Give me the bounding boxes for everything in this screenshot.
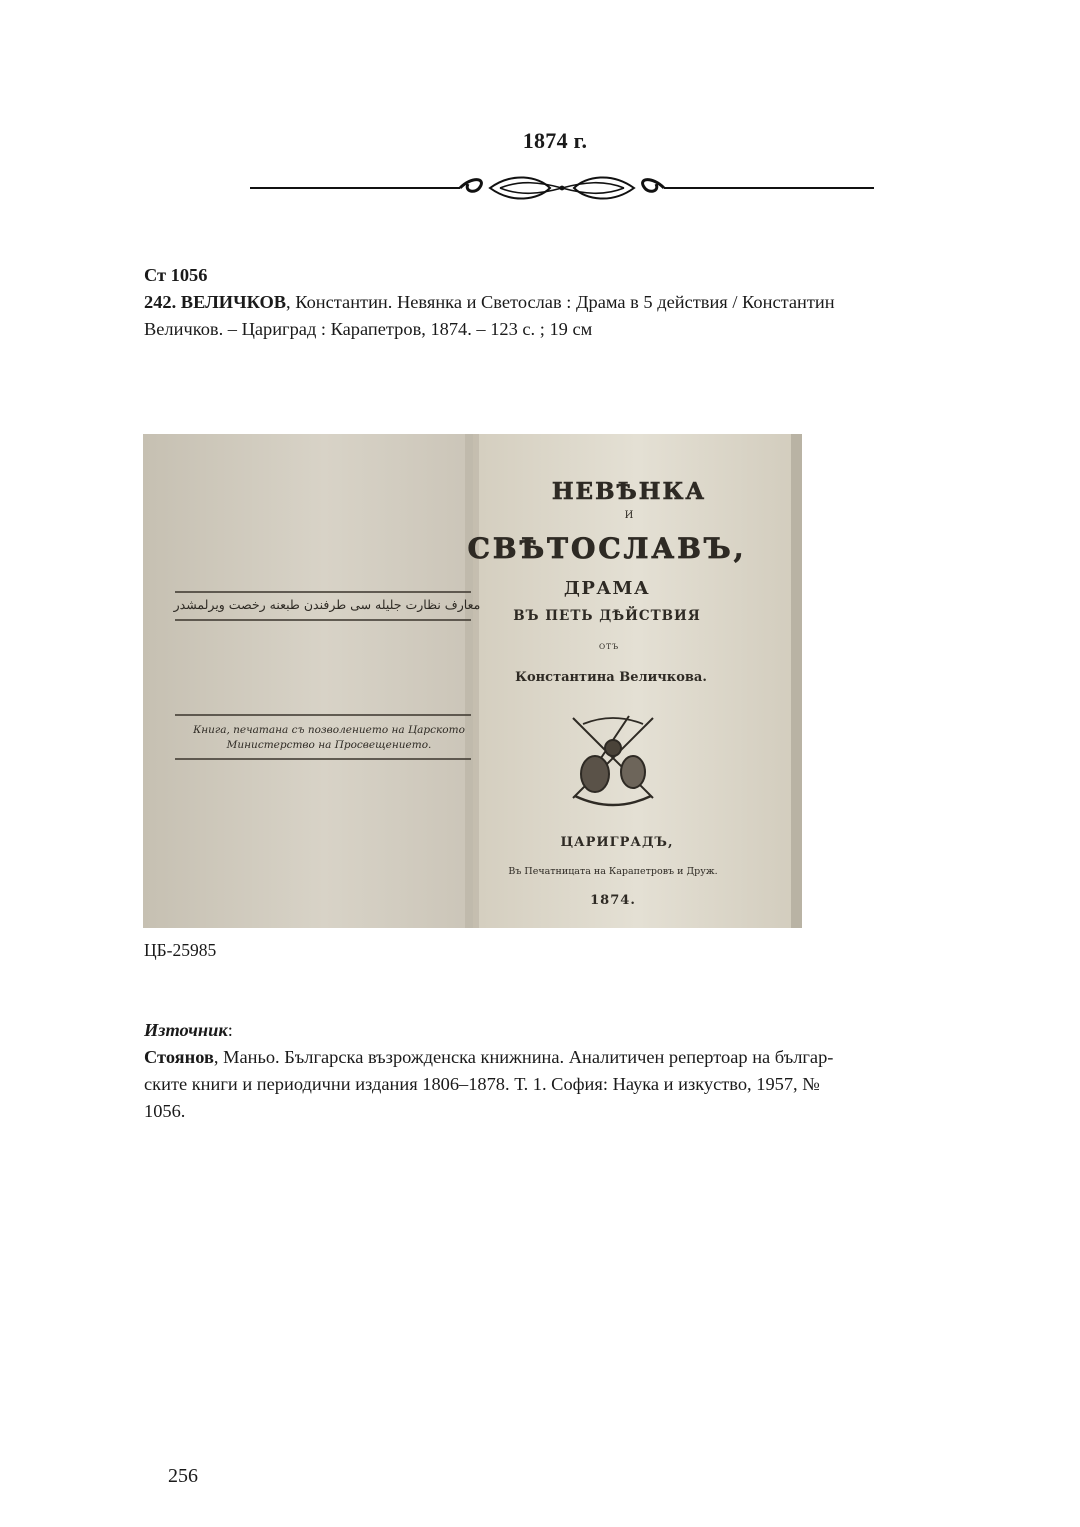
record-line-1	[144, 289, 970, 316]
source-heading	[144, 1017, 970, 1044]
record-line-1-rest: , Константин. Невянка и Светослав : Драма в 5 действия / Константин	[286, 292, 835, 312]
source-author: Стоянов	[144, 1047, 214, 1067]
permit-line-1: Книга, печатана съ позволението на Царското	[193, 724, 465, 736]
by-line: ОТЪ	[598, 642, 620, 651]
genre-line: ДРАМА	[563, 578, 651, 599]
record-line-2: Величков. – Цариград : Карапетров, 1874. – 123 с. ; 19 см	[144, 319, 593, 339]
title-page-photo	[143, 434, 802, 928]
source-line-1-rest: , Маньо. Българска възрожденска книжнина. Аналитичен репертоар на българ-	[213, 1047, 834, 1067]
title-line-1: НЕВѢНКА	[551, 478, 707, 505]
printer-line: Въ Печатницата на Карапетровъ и Друж.	[508, 866, 718, 877]
catalog-number: ЦБ-25985	[144, 940, 217, 960]
title-conjunction: И	[624, 510, 634, 521]
imprint-year: 1874.	[590, 893, 636, 908]
author-surname: ВЕЛИЧКОВ	[180, 292, 287, 312]
permit-line-2: Министерство на Просвещението.	[226, 739, 432, 751]
source-line-1	[144, 1044, 970, 1071]
title-line-2: СВѢТОСЛАВЪ,	[467, 532, 747, 565]
entry-number: 242.	[144, 292, 177, 312]
source-label: Източник	[144, 1020, 228, 1040]
author-line: Константина Величкова.	[515, 670, 707, 685]
source-line-3: 1056.	[144, 1101, 186, 1121]
ottoman-permit-text: معارف نظارت جليله سى طرفندن طبعنه رخصت ويرلمشدر	[173, 597, 481, 612]
page-number: 256	[168, 1465, 198, 1487]
bibliographic-record	[144, 289, 970, 343]
city-line: ЦАРИГРАДЪ,	[560, 835, 674, 850]
shelf-mark: Ст 1056	[144, 265, 208, 285]
divider-ornament	[250, 168, 874, 208]
source-line-2: ските книги и периодични издания 1806–1878. Т. 1. София: Наука и изкуство, 1957, №	[144, 1074, 820, 1094]
year-heading: 1874 г.	[522, 128, 588, 153]
source-citation	[144, 1044, 970, 1125]
source-colon: :	[227, 1020, 233, 1040]
acts-line: ВЪ ПЕТЬ ДѢЙСТВИЯ	[513, 608, 701, 624]
